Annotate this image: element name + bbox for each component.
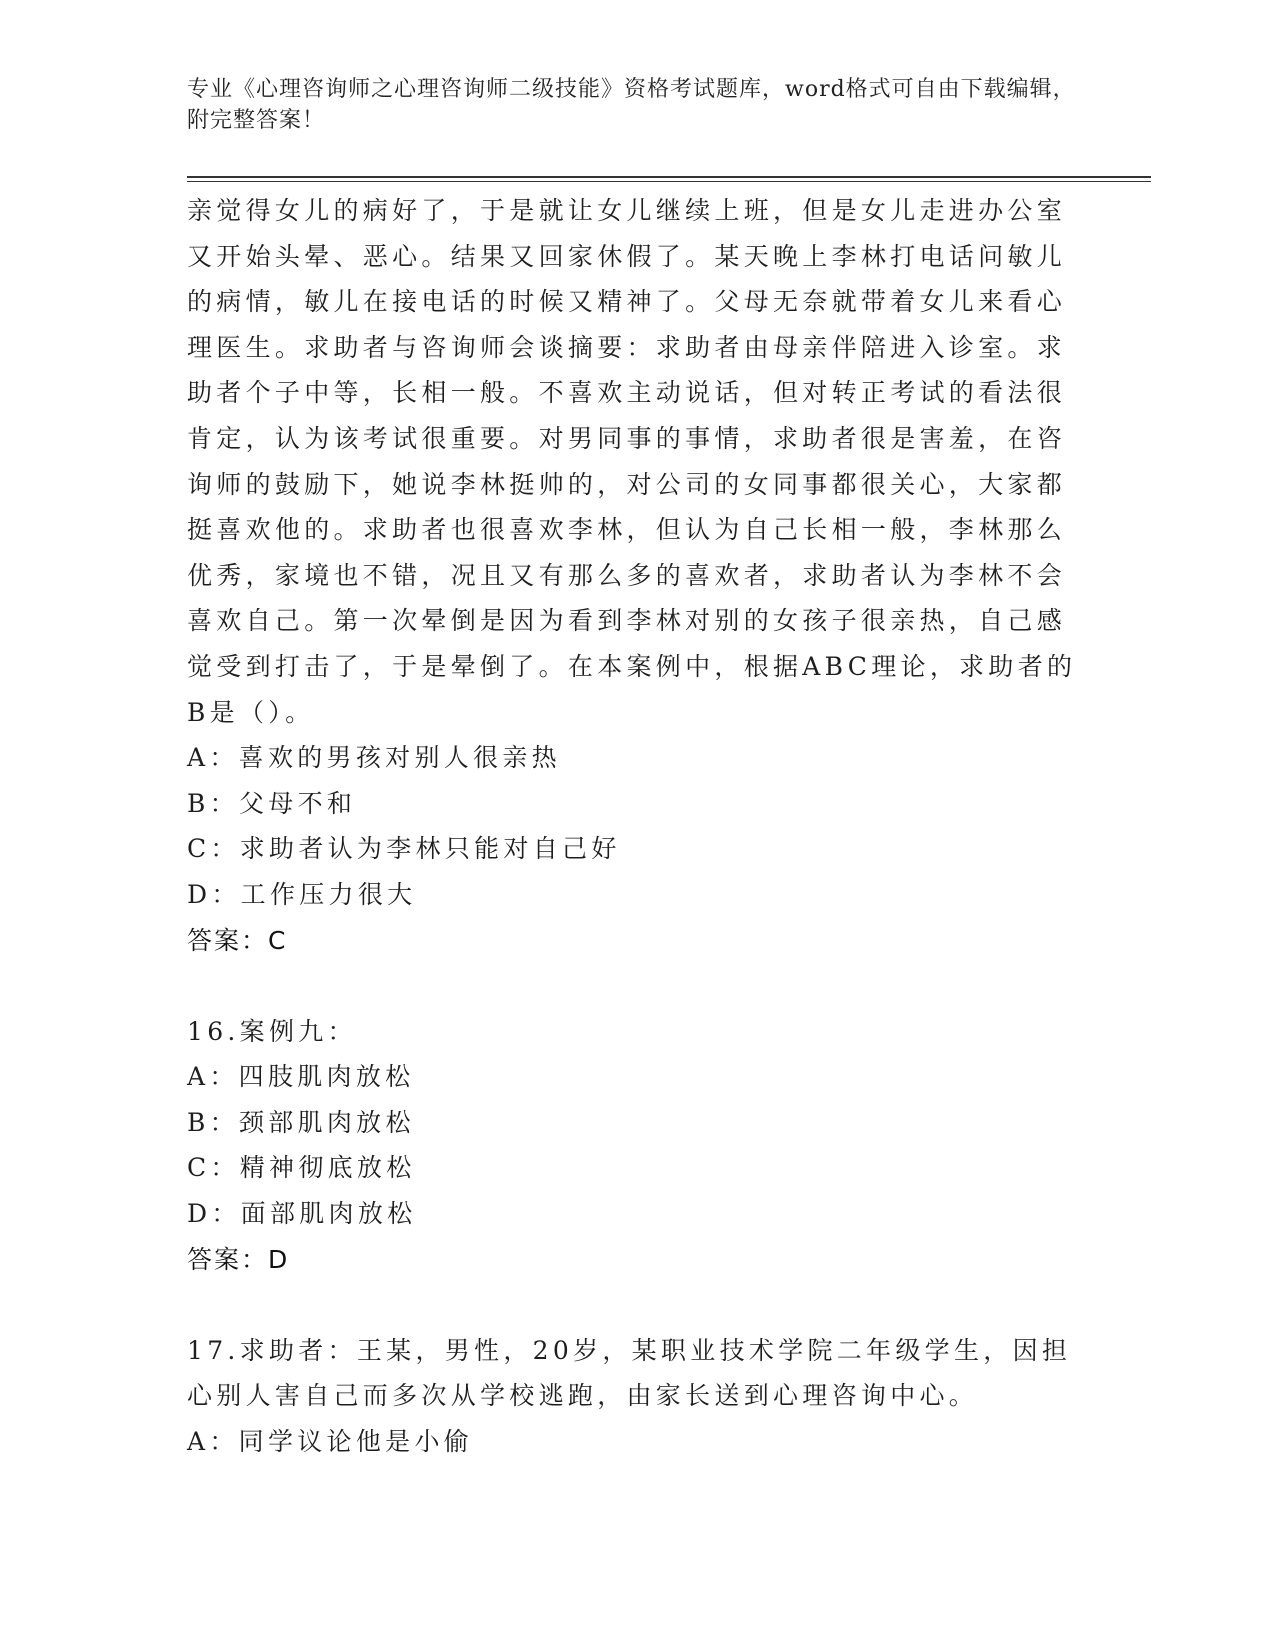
question-15-option-d: D：工作压力很大 — [187, 879, 417, 909]
question-17-option-a: A：同学议论他是小偷 — [187, 1427, 474, 1457]
question-16-answer: 答案：D — [187, 1244, 290, 1274]
question-16-option-d: D：面部肌肉放松 — [187, 1199, 417, 1229]
spacer — [187, 963, 1087, 1009]
question-15-option-c: C：求助者认为李林只能对自己好 — [187, 834, 621, 864]
question-16-option-a: A：四肢肌肉放松 — [187, 1062, 415, 1092]
question-15-option-a: A：喜欢的男孩对别人很亲热 — [187, 743, 561, 773]
header-rule-thin — [187, 181, 1151, 182]
question-16-option-b: B：颈部肌肉放松 — [187, 1107, 415, 1137]
question-17-text: 17.求助者：王某，男性，20岁，某职业技术学院二年级学生，因担心别人害自己而多次从学校逃跑，由家长送到心理咨询中心。 — [187, 1335, 1072, 1411]
document-header: 专业《心理咨询师之心理咨询师二级技能》资格考试题库，word格式可自由下载编辑，附完整答案！ — [187, 77, 1076, 133]
header-rule-thick — [187, 176, 1151, 178]
question-15-text: 亲觉得女儿的病好了，于是就让女儿继续上班，但是女儿走进办公室又开始头晕、恶心。结果又回家休假了。某天晚上李林打电话问敏儿的病情，敏儿在接电话的时候又精神了。父母无奈就带着女儿来看心理医生。求助者与咨询师会谈摘要：求助者由母亲伴陪进入诊室。求助者个子中等，长相一般。不喜欢主动说话，但对转正考试的看法很肯定，认为该考试很重要。对男同事的事情，求助者很是害羞，在咨询师的鼓励下，她说李林挺帅的，对公司的女同事都很关心，大家都挺喜欢他的。求助者也很喜欢李林，但认为自己长相一般，李林那么优秀，家境也不错，况且又有那么多的喜欢者，求助者认为李林不会喜欢自己。第一次晕倒是因为看到李林对别的女孩子很亲热，自己感觉受到打击了，于是晕倒了。在本案例中，根据ABC理论，求助者的B是（）。 — [187, 196, 1077, 727]
question-15-answer: 答案：C — [187, 925, 288, 955]
question-16-text: 16.案例九： — [187, 1016, 357, 1046]
question-16-option-c: C：精神彻底放松 — [187, 1153, 416, 1183]
page-content — [187, 188, 1087, 1465]
spacer — [187, 1282, 1087, 1328]
question-15-option-b: B：父母不和 — [187, 788, 357, 818]
